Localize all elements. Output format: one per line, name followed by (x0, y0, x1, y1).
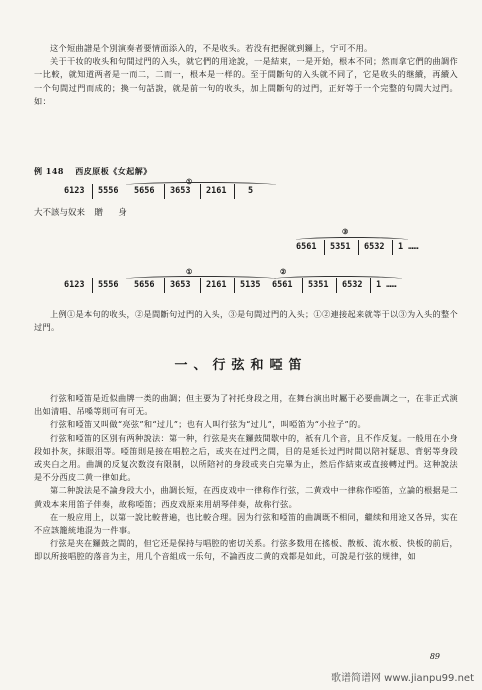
barline (92, 184, 93, 199)
barline (200, 278, 201, 293)
note-group: 5556 (98, 280, 119, 290)
score-row-2 (34, 228, 458, 256)
barline (92, 278, 93, 293)
barline (336, 278, 337, 293)
lyric: 身 (118, 208, 127, 218)
phrase-mark: ① (186, 268, 193, 276)
lyric-line (34, 206, 127, 218)
paragraph: 在一般应用上，以第一說比較普遍，也比較合理。因为行弦和啞笛的曲調既不相同，繼续和用途又各异，实在不应該籠統地混为一件事。 (34, 511, 458, 536)
section-paragraphs (34, 392, 458, 564)
phrase-mark: ① (186, 178, 193, 186)
barline (234, 184, 235, 199)
intro-paragraphs (34, 42, 458, 108)
note-group: 6561 (272, 280, 293, 290)
note-group: 3653 (170, 280, 191, 290)
numbered-score (34, 180, 458, 305)
barline (324, 240, 325, 255)
score-row-1 (34, 178, 458, 200)
paragraph: 上例①是本句的收头，②是間斷句过門的入头，③是句間过門的入头；①②連接起来就等于以③为入头的整个过門。 (34, 309, 458, 333)
note-group: 5556 (98, 186, 119, 196)
note-group: 5351 (330, 242, 351, 252)
note-group: 2161 (206, 280, 227, 290)
barline (164, 184, 165, 199)
lyric: 大不該与奴来 (34, 208, 86, 218)
barline (392, 240, 393, 255)
note-group: 3653 (170, 186, 191, 196)
note-group: 6123 (64, 280, 85, 290)
paragraph: 行弦和啞笛的区別有两种說法：第一种，行弦是夹在鑼鼓間歇中的，祇有几个音，且不作反复。一般用在小身段如扑灰，抹眼泪等。啞笛則是接在唱腔之后，或夹在过門之間，目的是延长过門时間以陪衬疑思、背躬等身段或夹白之用。曲調的反复次数沒有限制，以所陪衬的身段或夹白完畢为止，然后作結束或直接轉过門。这种說法是不分西皮二黄一律如此。 (34, 432, 458, 483)
note-group: 6123 (64, 186, 85, 196)
paragraph: 行弦和啞笛又叫做“亮弦”和“过儿”；也有人叫行弦为“过儿”，叫啞笛为“小拉子”的。 (50, 419, 366, 430)
barline (370, 278, 371, 293)
barline (234, 278, 235, 293)
barline (200, 184, 201, 199)
note-group: 6532 (364, 242, 385, 252)
barline (358, 240, 359, 255)
example-explanation (34, 308, 458, 334)
paragraph: 关于干妆的收头和句間过門的入头，就它們的用途說，一是結束，一是开始，根本不同；然而拿它們的曲調作一比較，就知道两者是一而二，二而一，根本是一样的。至于間斷句的入头就不同了，它是收头的继續，再續入一个句間过門而成的；換一句話說，就是前一句的收头，加上間斷句的过門，正好等于一个完整的句間大过門。如： (34, 56, 458, 106)
note-group: 5 (248, 186, 254, 196)
site-watermark: 歌谱简谱网 www.jianpu99.net (331, 673, 474, 684)
note-group: 1 …… (398, 242, 419, 252)
page-number: 89 (429, 652, 440, 661)
paragraph: 行弦和啞笛是近似曲牌一类的曲調；但主要为了衬托身段之用，在舞台演出时屬于必要曲調之一，在非正式演出如清唱、吊嗓等則可有可无。 (34, 393, 458, 417)
example-title-text: 西皮原板《女起解》 (75, 166, 152, 176)
note-group: 2161 (206, 186, 227, 196)
example-label: 例 148 (34, 166, 64, 176)
note-group: 6532 (342, 280, 363, 290)
phrase-mark: ② (280, 268, 287, 276)
section-title: 一、行弦和啞笛 (174, 358, 308, 373)
score-row-3 (34, 268, 458, 294)
barline (302, 278, 303, 293)
note-group: 6561 (296, 242, 317, 252)
paragraph: 行弦是夹在鑼鼓之間的，但它还是保持与唱腔的密切关系。行弦多数用在搖板、散板、流水板、快板的前后，即以所接唱腔的落音为主，用几个音組成一乐句，不論西皮二黄的戏都是如此，可說是行弦的规律，如 (34, 538, 458, 562)
note-group: 1 …… (376, 280, 397, 290)
note-group: 5135 (240, 280, 261, 290)
paragraph: 第二种說法是不論身段大小，曲調长短，在西皮戏中一律称作行弦，二黄戏中一律称作啞笛，立論的根据是二黄戏本来用笛子伴奏，故称啞笛；西皮戏原来用胡琴伴奏，故称行弦。 (34, 485, 458, 509)
barline (164, 278, 165, 293)
paragraph: 这个短曲譜是个別演奏者要情面添入的，不是收头。若没有把握就到鑼上，宁可不用。 (50, 43, 373, 53)
phrase-mark: ③ (342, 228, 349, 236)
lyric: 贈 (94, 208, 103, 218)
note-group: 5656 (134, 280, 155, 290)
note-group: 5656 (134, 186, 155, 196)
example-heading (34, 166, 160, 177)
note-group: 5351 (308, 280, 329, 290)
